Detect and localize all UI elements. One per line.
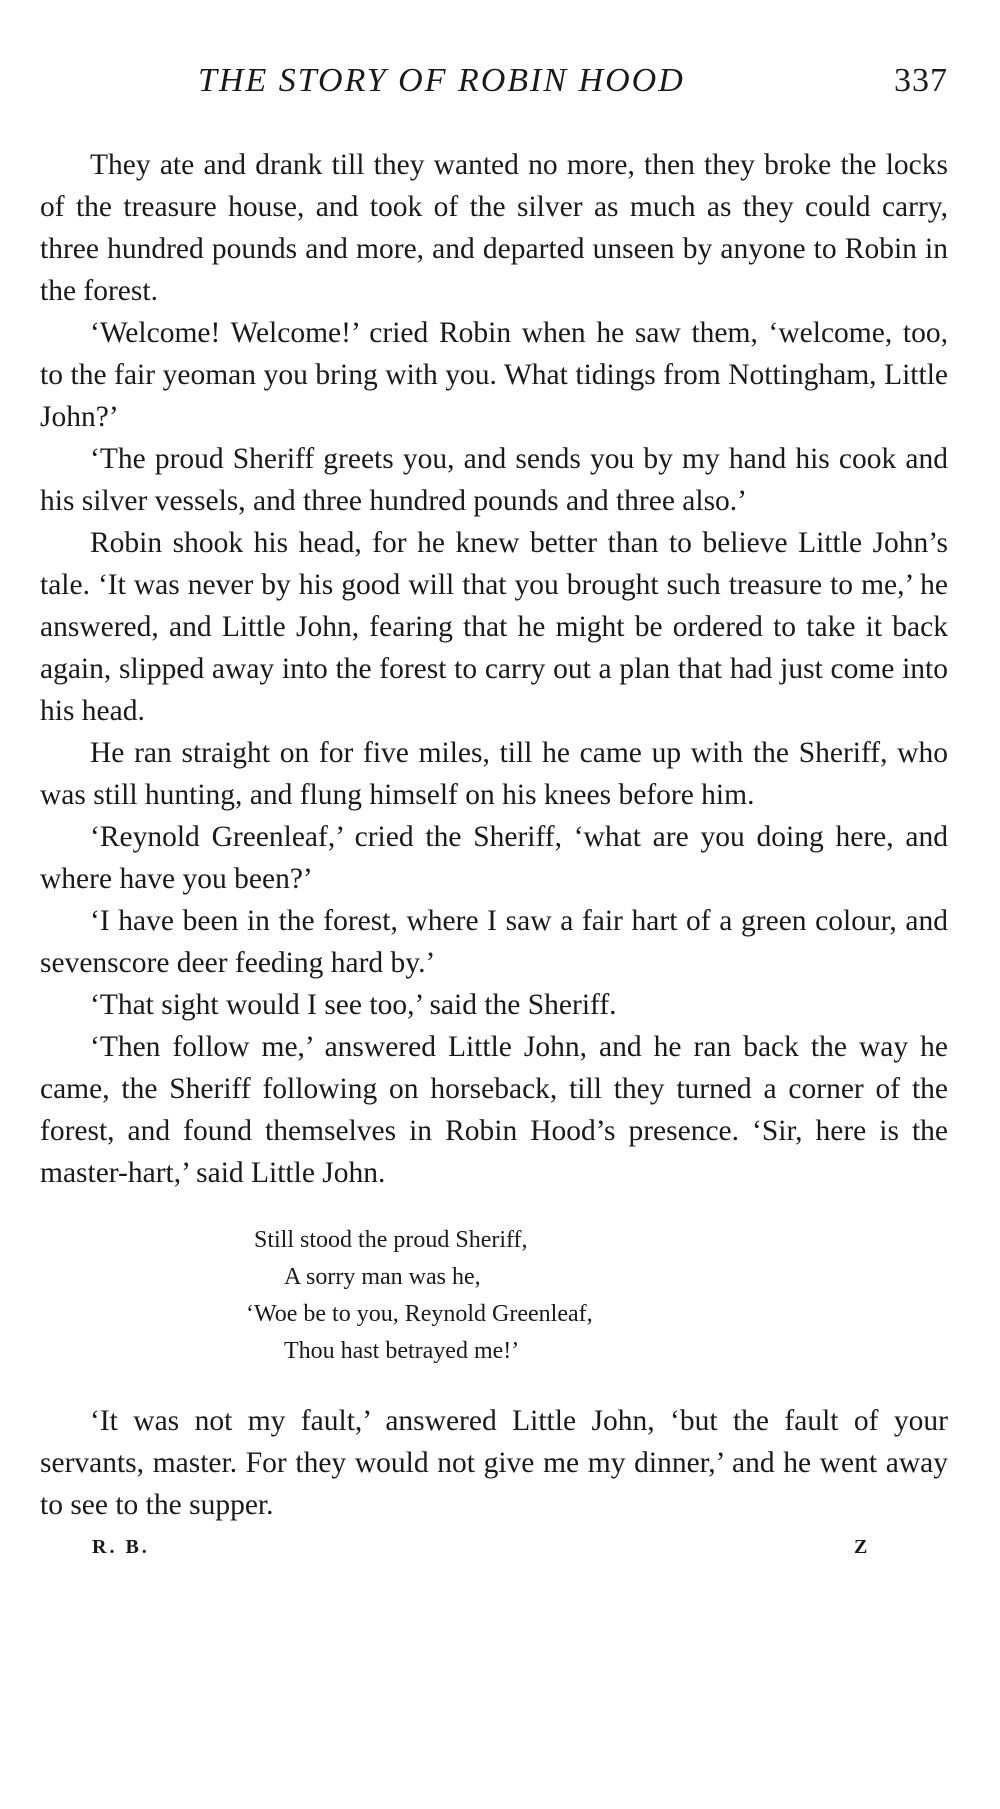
running-title: THE STORY OF ROBIN HOOD: [198, 62, 685, 99]
paragraph: ‘I have been in the forest, where I saw a fair hart of a green colour, and sevenscore deer feeding hard by.’: [40, 905, 948, 979]
signature-mark-left: R. B.: [92, 1536, 150, 1558]
book-page: [40, 62, 948, 1576]
running-head: [40, 62, 948, 122]
paragraph: ‘It was not my fault,’ answered Little John, ‘but the fault of your servants, master. For they would not give me my dinner,’ and he went away to see to the supper.: [40, 1405, 948, 1521]
paragraph: ‘Reynold Greenleaf,’ cried the Sheriff, ‘what are you doing here, and where have you been?’: [40, 821, 948, 895]
verse-line: A sorry man was he,: [284, 1264, 481, 1290]
verse-line: Thou hast betrayed me!’: [284, 1338, 520, 1364]
verse-line: ‘Woe be to you, Reynold Greenleaf,: [246, 1301, 593, 1327]
body-text: [40, 144, 948, 1526]
signature-mark-right: Z: [854, 1536, 871, 1558]
verse-block: [40, 1222, 948, 1370]
paragraph: ‘The proud Sheriff greets you, and sends you by my hand his cook and his silver vessels, and three hundred pounds and three also.’: [40, 443, 948, 517]
paragraph: Robin shook his head, for he knew better than to believe Little John’s tale. ‘It was never by his good will that you brought such treasure to me,’ he answered, and Little John, fearing that he might be ordered to take it back again, slipped away into the forest to carry out a plan that had just come into his head.: [40, 527, 948, 727]
page-number: 337: [894, 62, 948, 99]
signature-line: [40, 1536, 948, 1576]
paragraph: ‘Then follow me,’ answered Little John, and he ran back the way he came, the Sheriff following on horseback, till they turned a corner of the forest, and found themselves in Robin Hood’s presence. ‘Sir, here is the master-hart,’ said Little John.: [40, 1031, 948, 1189]
paragraph: ‘Welcome! Welcome!’ cried Robin when he saw them, ‘welcome, too, to the fair yeoman you bring with you. What tidings from Nottingham, Little John?’: [40, 317, 948, 433]
paragraph: He ran straight on for five miles, till he came up with the Sheriff, who was still hunting, and flung himself on his knees before him.: [40, 737, 948, 811]
verse-line: Still stood the proud Sheriff,: [254, 1227, 528, 1253]
paragraph: ‘That sight would I see too,’ said the Sheriff.: [90, 989, 617, 1021]
paragraph: They ate and drank till they wanted no more, then they broke the locks of the treasure house, and took of the silver as much as they could carry, three hundred pounds and more, and departed unseen by anyone to Robin in the forest.: [40, 149, 948, 307]
